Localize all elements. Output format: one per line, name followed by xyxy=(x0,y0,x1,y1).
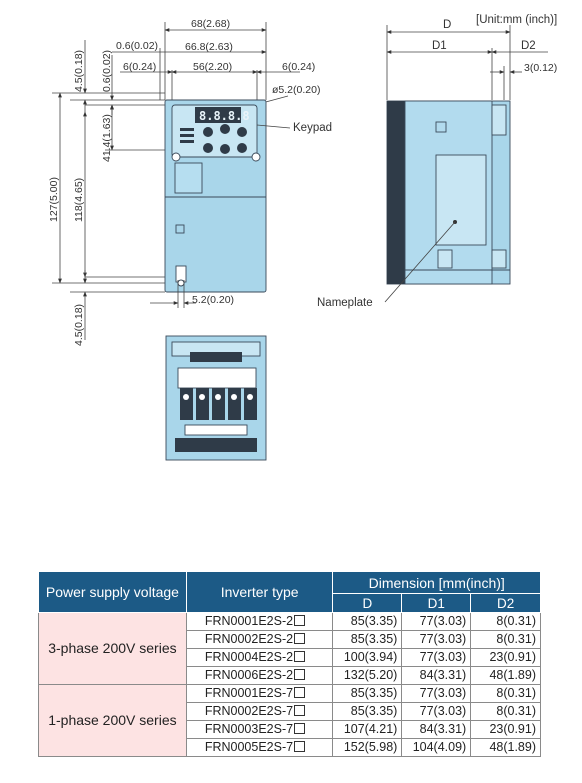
unit-note: [Unit:mm (inch)] xyxy=(476,14,558,26)
front-view xyxy=(48,18,332,346)
total-height-label: 127(5.00) xyxy=(48,177,60,222)
body-height-label: 118(4.65) xyxy=(73,177,85,222)
d2-cell: 48(1.89) xyxy=(471,739,541,757)
d1-cell: 104(4.09) xyxy=(402,739,471,757)
d2-cell: 8(0.31) xyxy=(471,685,541,703)
side-view xyxy=(317,14,557,309)
d2-cell: 48(1.89) xyxy=(471,667,541,685)
d2-dimension-label: D2 xyxy=(521,40,536,52)
d2-cell: 8(0.31) xyxy=(471,631,541,649)
bottom-view xyxy=(166,336,266,460)
type-cell: FRN0004E2S-2 xyxy=(204,650,294,664)
d1-cell: 77(3.03) xyxy=(402,649,471,667)
type-cell: FRN0002E2S-2 xyxy=(204,632,294,646)
header-voltage: Power supply voltage xyxy=(39,572,187,613)
group-label: 3-phase 200V series xyxy=(39,613,187,685)
slot-width-label: 5.2(0.20) xyxy=(192,294,235,306)
inner-width-label: 66.8(2.63) xyxy=(185,41,233,53)
hole-diameter-label: ø5.2(0.20) xyxy=(272,84,321,96)
d1-cell: 84(3.31) xyxy=(402,667,471,685)
d-cell: 132(5.20) xyxy=(333,667,402,685)
header-d1: D1 xyxy=(402,594,471,613)
top-margin-label: 4.5(0.18) xyxy=(73,49,85,92)
dimension-table xyxy=(38,571,541,757)
type-cell: FRN0006E2S-2 xyxy=(204,668,294,682)
type-cell: FRN0002E2S-7 xyxy=(204,704,294,718)
placeholder-box-icon xyxy=(294,723,305,734)
d-cell: 100(3.94) xyxy=(333,649,402,667)
placeholder-box-icon xyxy=(294,741,305,752)
d-dimension-label: D xyxy=(443,19,452,31)
type-cell: FRN0001E2S-2 xyxy=(204,614,294,628)
table-row xyxy=(39,685,541,703)
placeholder-box-icon xyxy=(294,633,305,644)
d2-cell: 8(0.31) xyxy=(471,613,541,631)
offset-left-label: 0.6(0.02) xyxy=(116,40,159,52)
d1-dimension-label: D1 xyxy=(432,40,447,52)
group-label: 1-phase 200V series xyxy=(39,685,187,757)
d-cell: 85(3.35) xyxy=(333,703,402,721)
placeholder-box-icon xyxy=(294,687,305,698)
d2-extra-label: 3(0.12) xyxy=(524,62,558,74)
type-cell: FRN0005E2S-7 xyxy=(204,740,294,754)
keypad-right-label: 6(0.24) xyxy=(282,61,316,73)
d1-cell: 77(3.03) xyxy=(402,685,471,703)
led-display: 8.8.8.8 xyxy=(199,109,250,123)
keypad-width-label: 56(2.20) xyxy=(193,61,233,73)
d-cell: 85(3.35) xyxy=(333,613,402,631)
d2-cell: 23(0.91) xyxy=(471,649,541,667)
terminal-block xyxy=(180,388,257,420)
d1-cell: 77(3.03) xyxy=(402,631,471,649)
keypad-left-label: 6(0.24) xyxy=(123,61,157,73)
placeholder-box-icon xyxy=(294,615,305,626)
placeholder-box-icon xyxy=(294,669,305,680)
type-cell: FRN0001E2S-7 xyxy=(204,686,294,700)
d2-cell: 23(0.91) xyxy=(471,721,541,739)
header-type: Inverter type xyxy=(186,572,333,613)
top-offset-label: 0.6(0.02) xyxy=(101,49,113,92)
d1-cell: 77(3.03) xyxy=(402,613,471,631)
header-dimension: Dimension [mm(inch)] xyxy=(333,572,541,594)
d2-cell: 8(0.31) xyxy=(471,703,541,721)
d1-cell: 77(3.03) xyxy=(402,703,471,721)
d1-cell: 84(3.31) xyxy=(402,721,471,739)
bottom-margin-label: 4.5(0.18) xyxy=(73,303,85,346)
d-cell: 152(5.98) xyxy=(333,739,402,757)
d-cell: 85(3.35) xyxy=(333,685,402,703)
d-cell: 85(3.35) xyxy=(333,631,402,649)
keypad-callout: Keypad xyxy=(293,122,333,134)
d-cell: 107(4.21) xyxy=(333,721,402,739)
table-row xyxy=(39,613,541,631)
header-d: D xyxy=(333,594,402,613)
type-cell: FRN0003E2S-7 xyxy=(204,722,294,736)
header-d2: D2 xyxy=(471,594,541,613)
placeholder-box-icon xyxy=(294,705,305,716)
keypad-height-label: 41.4(1.63) xyxy=(101,114,113,162)
placeholder-box-icon xyxy=(294,651,305,662)
overall-width-label: 68(2.68) xyxy=(191,18,231,30)
nameplate-callout: Nameplate xyxy=(317,297,373,309)
